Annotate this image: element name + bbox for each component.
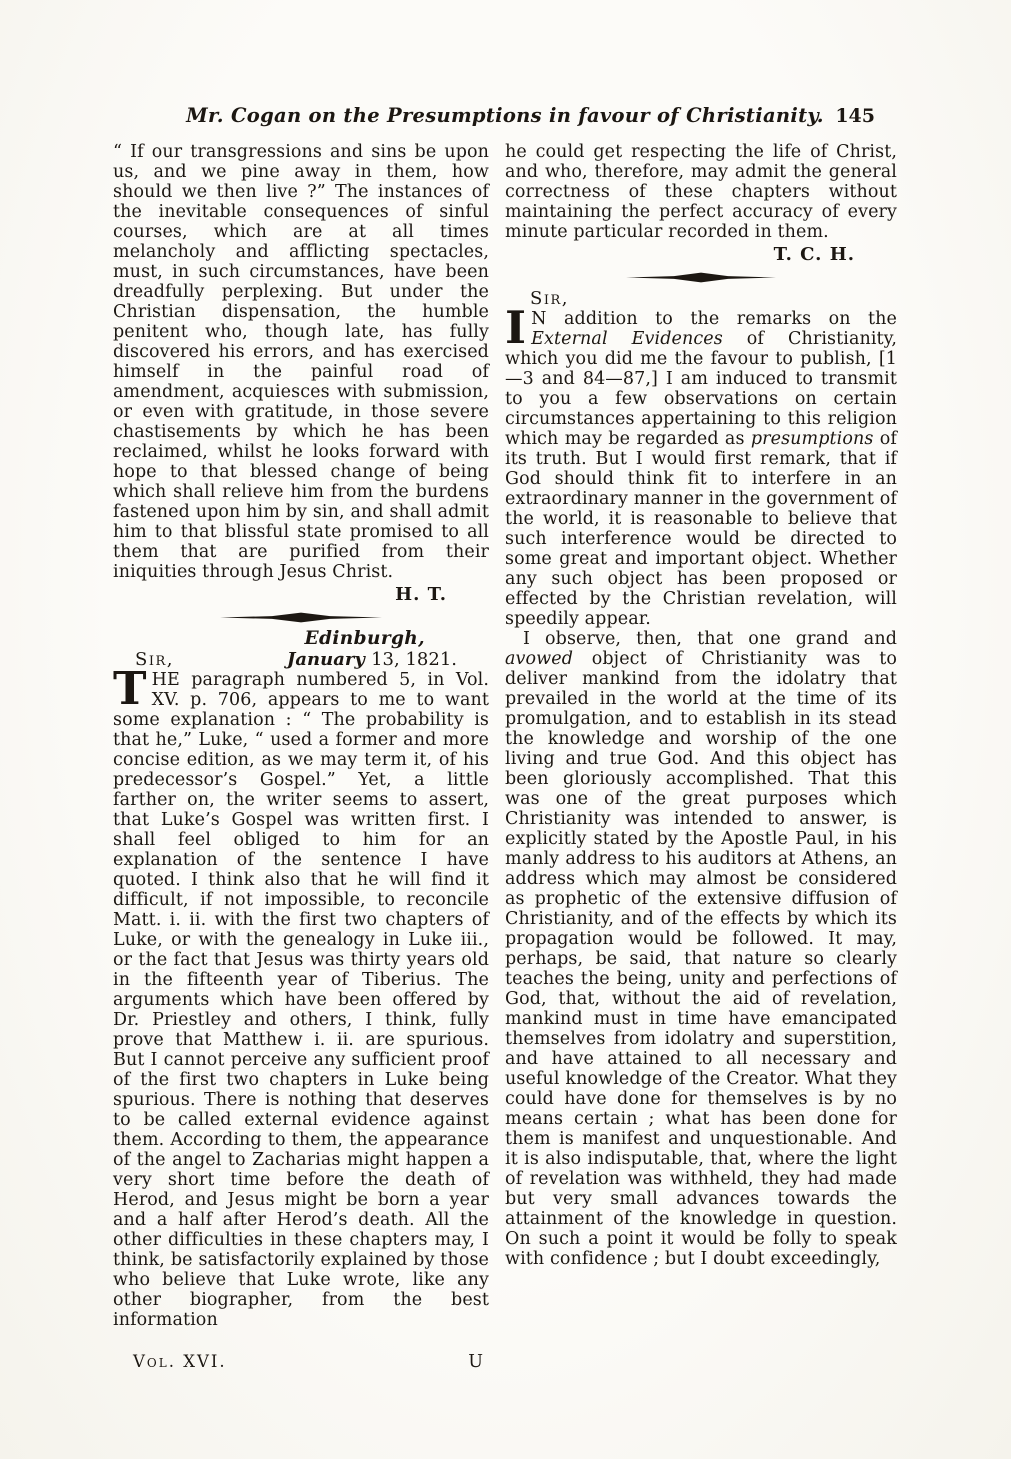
letter-body-paragraph-1 — [505, 301, 898, 629]
right-column — [505, 142, 897, 1269]
letter-body — [113, 662, 489, 1330]
letter-dateline — [113, 649, 489, 670]
signature-t-c-h: T. C. H. — [773, 244, 855, 265]
dropcap-letter: I — [505, 301, 527, 354]
section-divider — [113, 612, 489, 623]
letter-conclusion-paragraph: “ If our transgressions and sins be upon us, and we pine away in them, how should we then live ?” The instances of the inevitable consequences of sinful courses, which are at all times melancholy and afflicting spectacles, must, in such circumstances, have been dreadfully perplexing. But under the Christian dispensation, the humble penitent who, though late, has fully discovered his errors, and has exercised himself in the painful road of amendment, acquiesces with submission, or even with gratitude, in those severe chastisements by which he has been reclaimed, whilst he looks forward with hope to that blessed change of being which shall relieve him from the burdens fastened upon him by sin, and shall admit him to that blissful state promised to all them that are purified from their iniquities through Jesus Christ. — [113, 142, 489, 582]
section-divider — [505, 272, 897, 283]
dropcap-letter: T — [113, 662, 147, 715]
letter-paragraph-text: N addition to the remarks on the External Evidences of Christianity, which you did me the favour to publish, [1—3 and 84—87,] I am induced to transmit to you a few observations on certain circumstances appertaining to this religion which may be regarded as presumptions of its truth. But I would first remark, that if God should think fit to interfere in an extraordinary manner in the government of the world, it is reasonable to believe that such interference would be directed to some great and important object. Whether any such object has been proposed or effected by the Christian revelation, will speedily appear. — [505, 309, 898, 629]
page-number: 145 — [835, 105, 875, 127]
catchword: U — [468, 1352, 483, 1372]
salutation: Sir, — [135, 649, 174, 670]
two-column-body — [0, 142, 1011, 1330]
left-column — [113, 142, 489, 1330]
running-title: Mr. Cogan on the Presumptions in favour of Christianity. — [186, 104, 824, 127]
swelled-rule-icon — [626, 272, 776, 283]
salutation: Sir, — [530, 288, 569, 309]
letter-place-text: Edinburgh, — [304, 628, 425, 649]
letter-conclusion-paragraph: he could get respecting the life of Christ, and who, therefore, may admit the general correctness of these chapters without maintaining the perfect accuracy of every minute particular recorded in them. — [505, 142, 897, 242]
letter-date: January 13, 1821. — [286, 649, 457, 670]
letter-body-paragraph-2: I observe, then, that one grand and avowed object of Christianity was to deliver mankind from the idolatry that prevailed in the world at the time of its promulgation, and to establish in its stead the knowledge and worship of the one living and true God. And this object has been gloriously accomplished. That this was one of the great purposes which Christianity was intended to answer, is explicitly stated by the Apostle Paul, in his manly address to his auditors at Athens, an address which may almost be considered as prophetic of the extensive diffusion of Christianity, and of the effects by which its propagation would be followed. It may, perhaps, be said, that nature so clearly teaches the being, unity and perfections of God, that, without the aid of revelation, mankind must in time have emancipated themselves from idolatry and superstition, and have attained to all necessary and useful knowledge of the Creator. What they could have done for themselves is by no means certain ; what has been done for them is manifest and unquestionable. And it is also indisputable, that, where the light of revelation was withheld, they had made but very small advances towards the attainment of the knowledge in question. On such a point it would be folly to speak with confidence ; but I doubt exceedingly, — [505, 629, 897, 1269]
letter-salutation-line — [505, 288, 897, 309]
page-footer — [113, 1352, 489, 1372]
volume-label: Vol. XVI. — [133, 1352, 227, 1371]
letter-place — [113, 628, 489, 649]
running-head — [113, 0, 897, 127]
letter-body-text: HE paragraph numbered 5, in Vol. XV. p. 706, appears to me to want some explanation : “ The probability is that he,” Luke, “ used a former and more concise edition, as we may term it, of his predecessor’s Gospel.” Yet, a little farther on, the writer seems to assert, that Luke’s Gospel was written first. I shall feel obliged to him for an explanation of the sentence I have quoted. I think also that he will find it difficult, if not impossible, to reconcile Matt. i. ii. with the first two chapters of Luke, or with the genealogy in Luke iii., or the fact that Jesus was thirty years old in the fifteenth year of Tiberius. The arguments which have been offered by Dr. Priestley and others, I think, fully prove that Matthew i. ii. are spurious. But I cannot perceive any sufficient proof of the first two chapters in Luke being spurious. There is nothing that deserves to be called external evidence against them. According to them, the appearance of the angel to Zacharias might happen a very short time before the death of Herod, and Jesus might be born a year and a half after Herod’s death. All the other difficulties in these chapters may, I think, be satisfactorily explained by those who believe that Luke wrote, like any other biographer, from the best information — [113, 670, 489, 1330]
signature-h-t: H. T. — [395, 584, 447, 605]
swelled-rule-icon — [220, 612, 382, 623]
